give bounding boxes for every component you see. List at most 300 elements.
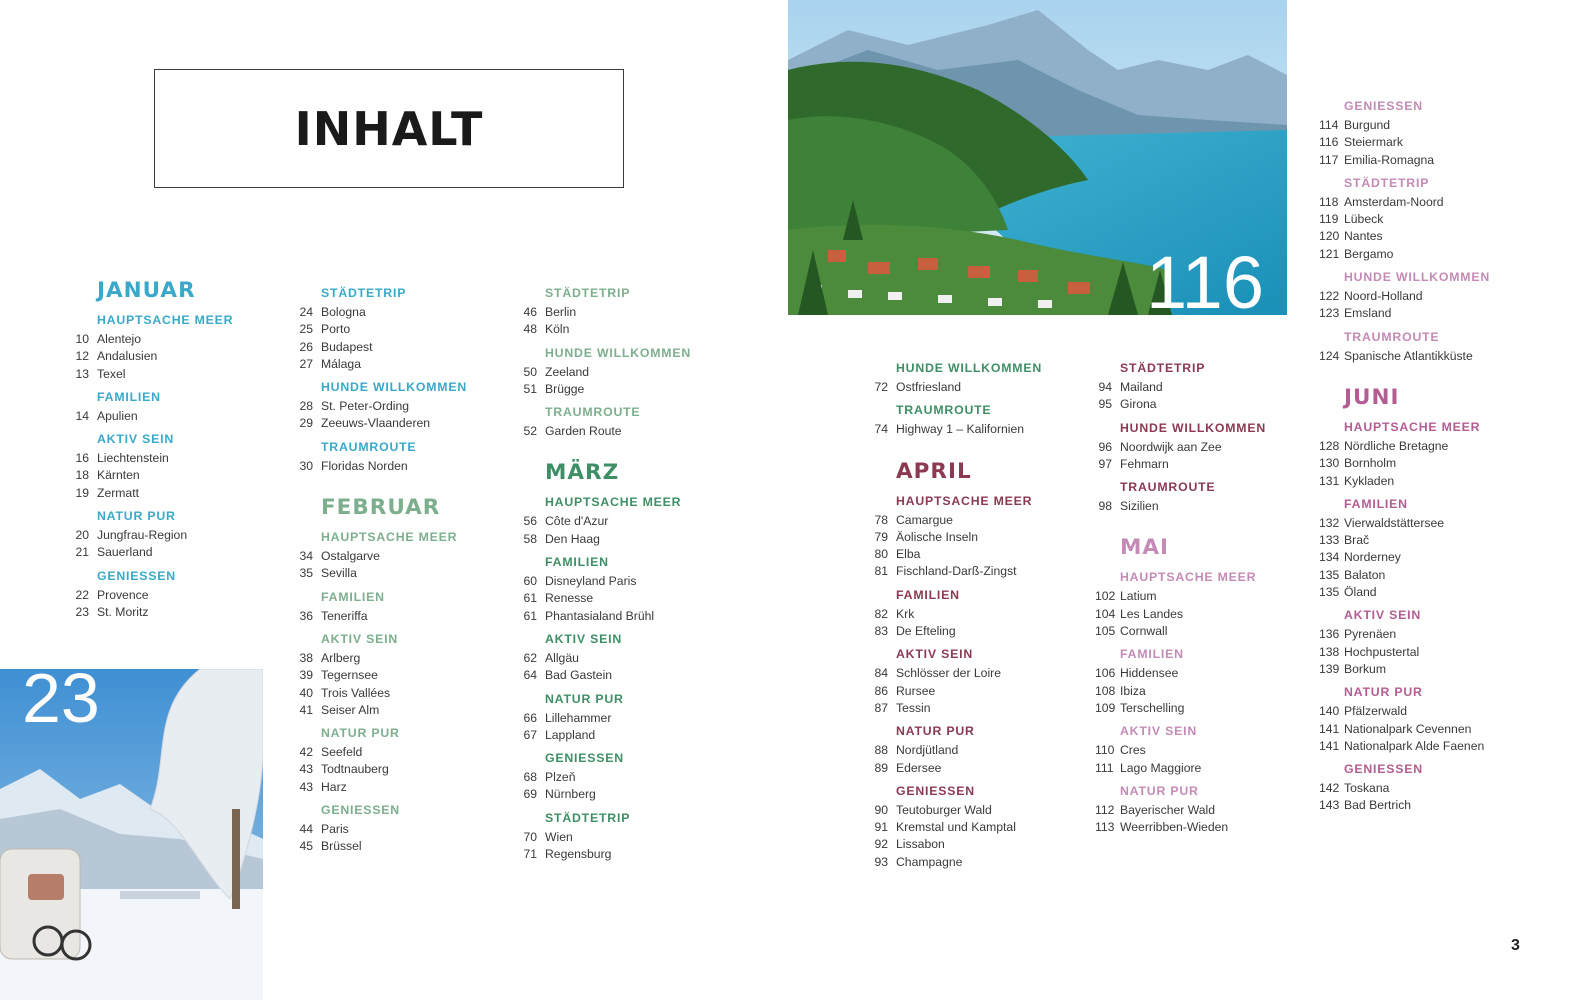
- toc-entry-title: Andalusien: [97, 349, 158, 364]
- toc-entry-title: Bergamo: [1344, 246, 1394, 261]
- toc-entry-page: 79: [874, 529, 888, 544]
- category-heading: HAUPTSACHE MEER: [545, 495, 682, 510]
- winter-photo: [0, 669, 263, 1000]
- toc-entry-title: Nationalpark Cevennen: [1344, 721, 1472, 736]
- toc-entry[interactable]: [1319, 661, 1539, 678]
- toc-entry[interactable]: [1319, 626, 1539, 643]
- toc-column-6: [1319, 98, 1539, 821]
- month-heading-januar: JANUAR: [97, 278, 196, 303]
- toc-entry-title: De Efteling: [896, 624, 956, 639]
- toc-entry[interactable]: [1319, 438, 1539, 455]
- toc-entry-title: Budapest: [321, 339, 373, 354]
- toc-entry-page: 130: [1319, 456, 1340, 471]
- toc-entry-title: Apulien: [97, 408, 138, 423]
- toc-entry[interactable]: [1095, 623, 1315, 640]
- toc-entry[interactable]: [871, 665, 1091, 682]
- toc-entry-page: 135: [1319, 567, 1340, 582]
- toc-entry-title: Cornwall: [1120, 624, 1168, 639]
- toc-entry-page: 82: [874, 606, 888, 621]
- toc-entry[interactable]: [296, 821, 516, 838]
- toc-entry-page: 61: [523, 591, 537, 606]
- toc-entry[interactable]: [520, 727, 740, 744]
- toc-entry-page: 122: [1319, 289, 1340, 304]
- category-heading: HUNDE WILLKOMMEN: [321, 380, 468, 395]
- toc-entry[interactable]: [1095, 683, 1315, 700]
- toc-section: [296, 802, 516, 856]
- toc-entry-title: Burgund: [1344, 118, 1391, 132]
- toc-section: [72, 312, 292, 383]
- toc-entry[interactable]: [871, 683, 1091, 700]
- category-heading: GENIESSEN: [1344, 99, 1423, 113]
- toc-entry-title: Málaga: [321, 356, 361, 371]
- toc-entry[interactable]: [1095, 396, 1315, 413]
- toc-section: [296, 285, 516, 373]
- toc-entry[interactable]: [72, 604, 292, 621]
- toc-entry-page: 131: [1319, 473, 1340, 488]
- toc-section: [520, 345, 740, 399]
- toc-entry[interactable]: [1095, 665, 1315, 682]
- toc-entry[interactable]: [871, 563, 1091, 580]
- toc-section: [1095, 646, 1315, 717]
- category-heading: NATUR PUR: [545, 691, 624, 706]
- toc-entry[interactable]: [72, 450, 292, 467]
- toc-entry-title: Girona: [1120, 397, 1157, 412]
- toc-entry[interactable]: [296, 548, 516, 565]
- toc-entry-title: Pfälzerwald: [1344, 704, 1407, 719]
- toc-entry[interactable]: [1095, 819, 1315, 836]
- toc-section-list: [296, 529, 516, 856]
- category-heading: NATUR PUR: [97, 509, 176, 524]
- toc-entry-title: Nationalpark Alde Faenen: [1344, 738, 1485, 753]
- toc-entry[interactable]: [1319, 152, 1539, 169]
- toc-entry[interactable]: [520, 364, 740, 381]
- toc-section-list: [296, 285, 516, 475]
- toc-entry[interactable]: [1095, 439, 1315, 456]
- category-heading: GENIESSEN: [1344, 762, 1423, 777]
- toc-entry-title: Brač: [1344, 533, 1370, 548]
- toc-entry[interactable]: [72, 527, 292, 544]
- toc-entry[interactable]: [1319, 348, 1539, 365]
- toc-section: [1319, 684, 1539, 755]
- toc-entry[interactable]: [1319, 738, 1539, 755]
- toc-entry-title: Zeeuws-Vlaanderen: [321, 416, 431, 431]
- toc-section: [1095, 420, 1315, 474]
- category-heading: STÄDTETRIP: [321, 286, 407, 300]
- toc-entry[interactable]: [296, 702, 516, 719]
- category-heading: GENIESSEN: [97, 568, 176, 583]
- toc-entry-title: Jungfrau-Region: [97, 528, 188, 543]
- toc-entry[interactable]: [1319, 246, 1539, 263]
- category-heading: HAUPTSACHE MEER: [97, 313, 234, 327]
- category-heading: TRAUMROUTE: [1120, 480, 1216, 495]
- toc-entry[interactable]: [72, 467, 292, 484]
- toc-entry-title: Todtnauberg: [321, 762, 389, 777]
- toc-entry-title: Lago Maggiore: [1120, 760, 1202, 775]
- toc-entry[interactable]: [871, 802, 1091, 819]
- toc-entry[interactable]: [520, 304, 740, 321]
- toc-entry-page: 70: [523, 829, 537, 844]
- toc-entry-page: 36: [299, 608, 313, 623]
- toc-entry[interactable]: [1095, 606, 1315, 623]
- toc-entry-page: 111: [1095, 760, 1114, 775]
- toc-entry-page: 30: [299, 458, 313, 473]
- toc-entry-title: Bornholm: [1344, 456, 1397, 471]
- toc-entry[interactable]: [871, 379, 1091, 396]
- toc-entry-page: 140: [1319, 704, 1340, 719]
- toc-entry-page: 13: [75, 366, 89, 381]
- toc-entry[interactable]: [296, 744, 516, 761]
- toc-section-list: [1095, 569, 1315, 836]
- toc-entry[interactable]: [1319, 797, 1539, 814]
- toc-entry[interactable]: [1319, 288, 1539, 305]
- toc-entry[interactable]: [1319, 134, 1539, 151]
- category-heading: AKTIV SEIN: [1120, 724, 1198, 739]
- toc-section: [1319, 329, 1539, 365]
- toc-entry-title: Camargue: [896, 512, 953, 527]
- category-heading: AKTIV SEIN: [1344, 608, 1422, 623]
- toc-entry[interactable]: [520, 650, 740, 667]
- toc-section: [1095, 569, 1315, 640]
- toc-entry-title: Elba: [896, 547, 921, 562]
- toc-section: [296, 439, 516, 475]
- toc-entry[interactable]: [520, 710, 740, 727]
- toc-entry-title: Den Haag: [545, 531, 600, 546]
- toc-entry[interactable]: [72, 331, 292, 348]
- toc-entry[interactable]: [1319, 780, 1539, 797]
- toc-entry-page: 10: [75, 332, 89, 346]
- toc-entry[interactable]: [296, 304, 516, 321]
- toc-entry-title: Kremstal und Kamptal: [896, 820, 1016, 835]
- toc-entry[interactable]: [296, 761, 516, 778]
- toc-entry-page: 40: [299, 685, 313, 700]
- toc-entry[interactable]: [871, 546, 1091, 563]
- toc-entry-page: 135: [1319, 585, 1340, 600]
- category-heading: STÄDTETRIP: [1120, 361, 1206, 375]
- toc-section: [1095, 479, 1315, 515]
- toc-entry-title: Zeeland: [545, 364, 590, 379]
- toc-section: [1095, 360, 1315, 414]
- toc-entry-title: Edersee: [896, 760, 942, 775]
- toc-entry-page: 23: [75, 604, 89, 619]
- toc-entry-page: 12: [75, 349, 89, 364]
- toc-entry[interactable]: [296, 398, 516, 415]
- toc-section-list: [871, 493, 1091, 871]
- category-heading: NATUR PUR: [1120, 783, 1199, 798]
- toc-entry[interactable]: [296, 356, 516, 373]
- toc-entry-title: Champagne: [896, 854, 963, 869]
- toc-entry[interactable]: [296, 685, 516, 702]
- category-heading: STÄDTETRIP: [1344, 175, 1430, 190]
- toc-entry-page: 72: [874, 380, 888, 394]
- lake-photo-page-label: 116: [1146, 241, 1264, 315]
- toc-entry[interactable]: [296, 779, 516, 796]
- month-heading-februar: FEBRUAR: [321, 495, 441, 521]
- toc-entry-page: 93: [874, 854, 888, 869]
- toc-entry-title: Lübeck: [1344, 212, 1384, 227]
- toc-section: [520, 750, 740, 804]
- toc-entry[interactable]: [1319, 211, 1539, 228]
- toc-entry-page: 118: [1319, 194, 1339, 209]
- category-heading: FAMILIEN: [321, 589, 385, 604]
- toc-entry[interactable]: [72, 408, 292, 425]
- toc-section: [1319, 419, 1539, 490]
- toc-entry-title: Lillehammer: [545, 710, 612, 725]
- toc-entry[interactable]: [296, 565, 516, 582]
- toc-entry-page: 117: [1319, 152, 1339, 167]
- toc-entry-page: 110: [1095, 743, 1115, 758]
- toc-entry-page: 21: [75, 545, 89, 560]
- toc-entry[interactable]: [871, 512, 1091, 529]
- toc-entry-page: 120: [1319, 229, 1340, 244]
- category-heading: FAMILIEN: [1120, 647, 1184, 662]
- toc-entry[interactable]: [520, 423, 740, 440]
- toc-entry-title: Cres: [1120, 743, 1146, 758]
- toc-entry[interactable]: [1319, 117, 1539, 134]
- toc-entry-page: 123: [1319, 306, 1340, 321]
- toc-entry[interactable]: [296, 321, 516, 338]
- toc-entry[interactable]: [1095, 379, 1315, 396]
- toc-entry-title: Harz: [321, 779, 347, 794]
- toc-entry-title: Kykladen: [1344, 473, 1395, 488]
- toc-entry[interactable]: [520, 590, 740, 607]
- toc-entry-title: Lappland: [545, 727, 596, 742]
- toc-section: [1319, 175, 1539, 263]
- toc-entry[interactable]: [1095, 742, 1315, 759]
- toc-entry-title: Floridas Norden: [321, 458, 408, 473]
- toc-entry-title: Liechtenstein: [97, 451, 169, 466]
- toc-entry[interactable]: [871, 421, 1091, 438]
- toc-entry[interactable]: [72, 544, 292, 561]
- toc-entry[interactable]: [871, 623, 1091, 640]
- toc-entry-title: Rursee: [896, 683, 936, 698]
- toc-entry-title: Berlin: [545, 305, 577, 319]
- toc-entry[interactable]: [520, 786, 740, 803]
- toc-entry[interactable]: [296, 415, 516, 432]
- toc-entry-title: Tegernsee: [321, 668, 378, 683]
- toc-entry-title: Spanische Atlantikküste: [1344, 348, 1473, 363]
- toc-entry-page: 18: [75, 468, 89, 483]
- toc-section-list: [72, 312, 292, 621]
- category-heading: AKTIV SEIN: [896, 647, 974, 662]
- toc-entry-page: 26: [299, 339, 313, 354]
- toc-entry-page: 121: [1319, 246, 1340, 261]
- toc-entry[interactable]: [520, 829, 740, 846]
- toc-entry[interactable]: [871, 606, 1091, 623]
- toc-entry[interactable]: [871, 836, 1091, 853]
- toc-entry[interactable]: [1319, 549, 1539, 566]
- toc-entry[interactable]: [296, 838, 516, 855]
- toc-entry[interactable]: [871, 819, 1091, 836]
- toc-column-2: [296, 285, 516, 862]
- category-heading: GENIESSEN: [545, 751, 624, 766]
- toc-entry-page: 92: [874, 837, 888, 852]
- category-heading: AKTIV SEIN: [321, 631, 399, 646]
- toc-entry-page: 95: [1098, 397, 1112, 412]
- toc-entry[interactable]: [1319, 644, 1539, 661]
- toc-entry[interactable]: [520, 381, 740, 398]
- toc-entry-page: 141: [1319, 721, 1340, 736]
- toc-entry[interactable]: [72, 366, 292, 383]
- toc-entry-title: Kärnten: [97, 468, 140, 483]
- toc-entry-title: Texel: [97, 366, 126, 381]
- toc-entry-page: 91: [874, 820, 888, 835]
- month-heading-april: APRIL: [896, 458, 972, 484]
- category-heading: FAMILIEN: [1344, 496, 1408, 511]
- toc-entry-page: 106: [1095, 666, 1116, 681]
- toc-entry-title: Weerribben-Wieden: [1120, 820, 1229, 835]
- toc-entry-title: Plzeň: [545, 770, 576, 785]
- toc-entry[interactable]: [520, 531, 740, 548]
- toc-entry-title: Emilia-Romagna: [1344, 152, 1435, 167]
- toc-entry[interactable]: [1095, 456, 1315, 473]
- toc-entry-page: 109: [1095, 700, 1116, 715]
- toc-entry-page: 46: [523, 305, 537, 319]
- toc-entry-page: 133: [1319, 533, 1340, 548]
- toc-entry[interactable]: [72, 485, 292, 502]
- toc-entry-title: Terschelling: [1120, 700, 1185, 715]
- toc-entry[interactable]: [1319, 473, 1539, 490]
- category-heading: NATUR PUR: [1344, 685, 1423, 700]
- toc-entry-page: 24: [299, 305, 313, 319]
- toc-entry-title: Trois Vallées: [321, 685, 391, 700]
- toc-entry-title: Schlösser der Loire: [896, 666, 1001, 681]
- toc-entry-title: Norderney: [1344, 550, 1401, 565]
- toc-section: [72, 568, 292, 622]
- toc-entry-title: Mailand: [1120, 380, 1163, 394]
- toc-entry[interactable]: [72, 587, 292, 604]
- toc-entry[interactable]: [871, 700, 1091, 717]
- toc-section-list: [520, 494, 740, 863]
- toc-entry-page: 38: [299, 650, 313, 665]
- toc-entry-page: 83: [874, 624, 888, 639]
- toc-entry[interactable]: [1095, 802, 1315, 819]
- toc-entry-title: Noord-Holland: [1344, 289, 1423, 304]
- toc-entry-page: 143: [1319, 798, 1340, 813]
- toc-entry-title: Köln: [545, 322, 570, 337]
- toc-section: [871, 646, 1091, 717]
- toc-section: [1319, 98, 1539, 169]
- toc-entry[interactable]: [1319, 455, 1539, 472]
- toc-entry-page: 88: [874, 743, 888, 758]
- toc-entry[interactable]: [871, 742, 1091, 759]
- category-heading: TRAUMROUTE: [896, 403, 992, 418]
- toc-entry-page: 68: [523, 770, 537, 785]
- toc-section: [520, 691, 740, 745]
- toc-entry-page: 69: [523, 787, 537, 802]
- toc-entry[interactable]: [871, 760, 1091, 777]
- toc-entry[interactable]: [1319, 515, 1539, 532]
- toc-entry[interactable]: [1319, 228, 1539, 245]
- toc-entry[interactable]: [520, 321, 740, 338]
- toc-entry-title: Toskana: [1344, 781, 1390, 796]
- toc-entry[interactable]: [1319, 305, 1539, 322]
- toc-entry-title: Highway 1 – Kalifornien: [896, 422, 1025, 437]
- toc-entry-page: 134: [1319, 550, 1340, 565]
- toc-entry-title: Allgäu: [545, 650, 579, 665]
- toc-entry-title: Nördliche Bretagne: [1344, 438, 1449, 453]
- category-heading: HAUPTSACHE MEER: [321, 530, 458, 545]
- toc-entry-page: 80: [874, 547, 888, 562]
- toc-entry-page: 35: [299, 566, 313, 581]
- toc-entry[interactable]: [1319, 532, 1539, 549]
- toc-entry[interactable]: [296, 339, 516, 356]
- toc-entry-title: Balaton: [1344, 567, 1386, 582]
- toc-entry-page: 48: [523, 322, 537, 337]
- toc-column-4: [871, 360, 1091, 877]
- toc-entry-page: 34: [299, 549, 313, 564]
- toc-entry-page: 64: [523, 668, 537, 683]
- toc-entry[interactable]: [520, 846, 740, 863]
- category-heading: NATUR PUR: [896, 724, 975, 739]
- toc-entry-title: Les Landes: [1120, 606, 1184, 621]
- toc-entry[interactable]: [1319, 567, 1539, 584]
- toc-section: [296, 589, 516, 625]
- toc-entry-page: 66: [523, 710, 537, 725]
- page-title: INHALT: [294, 101, 484, 156]
- toc-entry-page: 124: [1319, 348, 1340, 363]
- toc-entry-title: Regensburg: [545, 847, 612, 862]
- toc-entry[interactable]: [296, 667, 516, 684]
- toc-entry-page: 94: [1098, 380, 1112, 394]
- toc-entry[interactable]: [520, 667, 740, 684]
- toc-entry[interactable]: [296, 458, 516, 475]
- toc-entry-title: Teneriffa: [321, 608, 368, 623]
- toc-entry-page: 14: [75, 408, 89, 423]
- toc-entry[interactable]: [520, 573, 740, 590]
- toc-entry[interactable]: [1319, 721, 1539, 738]
- toc-entry-page: 50: [523, 364, 537, 379]
- toc-entry[interactable]: [1319, 584, 1539, 601]
- toc-entry[interactable]: [1095, 700, 1315, 717]
- toc-entry-title: Pyrenäen: [1344, 627, 1397, 642]
- toc-entry[interactable]: [1319, 703, 1539, 720]
- toc-entry-page: 25: [299, 322, 313, 337]
- toc-entry-title: Steiermark: [1344, 135, 1403, 150]
- toc-entry[interactable]: [1095, 498, 1315, 515]
- toc-entry-page: 108: [1095, 683, 1116, 698]
- toc-entry[interactable]: [296, 608, 516, 625]
- toc-entry[interactable]: [520, 513, 740, 530]
- toc-entry-page: 29: [299, 416, 313, 431]
- toc-entry-page: 132: [1319, 515, 1340, 530]
- toc-section-list: [520, 285, 740, 440]
- toc-section: [296, 725, 516, 796]
- toc-entry-page: 52: [523, 424, 537, 439]
- toc-entry[interactable]: [520, 608, 740, 625]
- toc-entry-page: 113: [1095, 820, 1115, 835]
- toc-entry[interactable]: [72, 348, 292, 365]
- toc-entry-title: Hochpustertal: [1344, 644, 1420, 659]
- toc-section: [296, 379, 516, 433]
- toc-entry-title: Brügge: [545, 381, 585, 396]
- toc-entry[interactable]: [1319, 194, 1539, 211]
- toc-entry-page: 96: [1098, 439, 1112, 454]
- toc-entry[interactable]: [520, 769, 740, 786]
- toc-entry[interactable]: [871, 854, 1091, 871]
- toc-section: [296, 529, 516, 583]
- toc-entry-title: Garden Route: [545, 424, 622, 439]
- toc-entry-title: St. Peter-Ording: [321, 399, 410, 414]
- toc-entry[interactable]: [296, 650, 516, 667]
- toc-entry[interactable]: [1095, 588, 1315, 605]
- toc-entry-page: 27: [299, 356, 313, 371]
- toc-entry-title: Ostalgarve: [321, 549, 380, 564]
- toc-entry[interactable]: [1095, 760, 1315, 777]
- toc-entry-title: Ibiza: [1120, 683, 1146, 698]
- toc-entry-title: Phantasialand Brühl: [545, 608, 655, 623]
- toc-entry[interactable]: [871, 529, 1091, 546]
- toc-section: [520, 631, 740, 685]
